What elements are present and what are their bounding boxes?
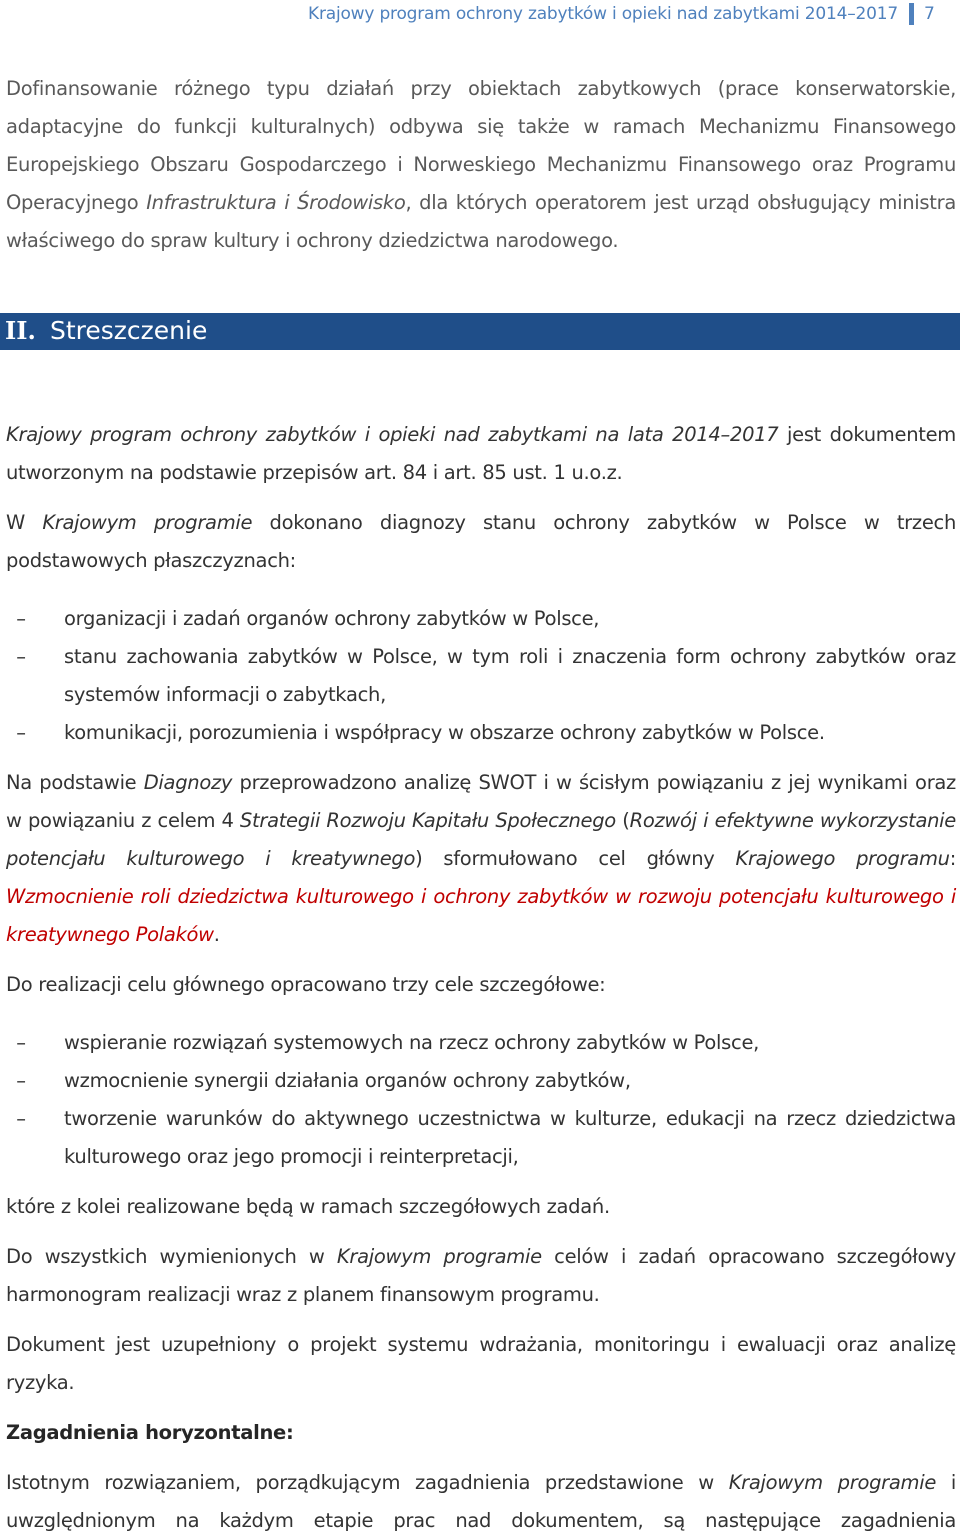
diagnosis-paragraph (6, 504, 956, 580)
swot-italic-program: Krajowego programu (735, 847, 950, 870)
list-item-text: organizacji i zadań organów ochrony zabytków w Polsce, (64, 607, 600, 630)
swot-text-g: ) sformułowano cel główny (415, 847, 736, 870)
horizontal-text-a: Istotnym rozwiązaniem, porządkującym zagadnienia przedstawione w (6, 1471, 729, 1494)
dash-bullet: – (16, 1031, 26, 1054)
program-text: jest dokumentem utworzonym na podstawie przepisów art. 84 i art. 85 ust. 1 u.o.z. (6, 423, 956, 484)
section-number: II. (5, 316, 36, 345)
swot-italic-diagnoza: Diagnozy (143, 771, 233, 794)
schedule-text-a: Do wszystkich wymienionych w (6, 1245, 337, 1268)
swot-text-e: ( (615, 809, 630, 832)
supplement-paragraph: Dokument jest uzupełniony o projekt systemu wdrażania, monitoringu i ewaluacji oraz analizę ryzyka. (6, 1333, 956, 1394)
list-item-text: wspieranie rozwiązań systemowych na rzecz ochrony zabytków w Polsce, (64, 1031, 760, 1054)
dash-bullet: – (16, 721, 26, 744)
goals-intro-paragraph: Do realizacji celu głównego opracowano trzy cele szczegółowe: (6, 973, 606, 996)
running-title: Krajowy program ochrony zabytków i opieki nad zabytkami 2014–2017 (308, 4, 898, 24)
list-item (6, 1062, 956, 1100)
diagnosis-list (6, 600, 956, 752)
main-goal-text: Wzmocnienie roli dziedzictwa kulturowego i ochrony zabytków w rozwoju potencjału kulturowego i kreatywnego Polaków (6, 885, 956, 946)
list-item-text: stanu zachowania zabytków w Polsce, w tym roli i znaczenia form ochrony zabytków oraz systemów informacji o zabytkach, (64, 645, 956, 706)
intro-text-1: Dofinansowanie różnego typu działań przy obiektach zabytkowych (prace konserwatorskie, adaptacyjne do funkcji kulturalnych) odbywa się także w ramach Mechanizmu Finansowego Europejskiego Obszaru Gospodarczego i Norweskiego Mechanizmu Finansowego oraz Programu Operacyjnego (6, 77, 956, 214)
horizontal-heading: Zagadnienia horyzontalne: (6, 1421, 294, 1444)
intro-italic-program: Infrastruktura i Środowisko (146, 191, 406, 214)
diagnosis-italic: Krajowym programie (42, 511, 253, 534)
page-header (0, 0, 960, 30)
section-heading (0, 313, 960, 350)
list-item-text: wzmocnienie synergii działania organów ochrony zabytków, (64, 1069, 631, 1092)
horizontal-paragraph (6, 1464, 956, 1540)
schedule-text-c: celów i zadań opracowano szczegółowy harmonogram realizacji wraz z planem finansowym programu. (6, 1245, 956, 1306)
intro-paragraph (6, 70, 956, 260)
list-item (6, 1100, 956, 1176)
diagnosis-text-c: dokonano diagnozy stanu ochrony zabytków w Polsce w trzech podstawowych płaszczyznach: (6, 511, 956, 572)
swot-text-c: przeprowadzono analizę SWOT i w ścisłym powiązaniu z jej wynikami oraz w powiązaniu z celem 4 (6, 771, 956, 832)
list-item (6, 714, 956, 752)
list-item (6, 638, 956, 714)
tasks-paragraph: które z kolei realizowane będą w ramach szczegółowych zadań. (6, 1195, 610, 1218)
swot-text-end: . (213, 923, 220, 946)
swot-italic-subgoal: Rozwój i efektywne wykorzystanie potencjału kulturowego i kreatywnego (6, 809, 956, 870)
dash-bullet: – (16, 607, 26, 630)
list-item-text: tworzenie warunków do aktywnego uczestnictwa w kulturze, edukacji na rzecz dziedzictwa kulturowego oraz jego promocji i reinterpretacji, (64, 1107, 956, 1168)
list-item (6, 600, 956, 638)
dash-bullet: – (16, 1107, 26, 1130)
diagnosis-text-a: W (6, 511, 43, 534)
swot-italic-strategy: Strategii Rozwoju Kapitału Społecznego (239, 809, 616, 832)
intro-block (6, 70, 956, 260)
horizontal-italic: Krajowym programie (728, 1471, 937, 1494)
list-item (6, 1024, 956, 1062)
program-paragraph (6, 416, 956, 492)
list-item-text: komunikacji, porozumienia i współpracy w obszarze ochrony zabytków w Polsce. (64, 721, 825, 744)
swot-text-a: Na podstawie (6, 771, 144, 794)
dash-bullet: – (16, 645, 26, 668)
dash-bullet: – (16, 1069, 26, 1092)
horizontal-text-c: i uwzględnionym na każdym etapie prac nad dokumentem, są następujące zagadnienia (6, 1471, 956, 1532)
schedule-paragraph (6, 1238, 956, 1314)
header-divider (909, 3, 914, 25)
goals-list (6, 1024, 956, 1176)
schedule-italic: Krajowym programie (336, 1245, 542, 1268)
program-title-italic: Krajowy program ochrony zabytków i opieki nad zabytkami na lata 2014–2017 (6, 423, 779, 446)
intro-text-2: , dla których operatorem jest urząd obsługujący ministra właściwego do spraw kultury i ochrony dziedzictwa narodowego. (6, 191, 956, 252)
swot-paragraph (6, 764, 956, 954)
page-number: 7 (924, 4, 935, 24)
swot-text-i: : (949, 847, 956, 870)
summary-body (6, 416, 956, 1540)
section-title: Streszczenie (50, 316, 208, 345)
